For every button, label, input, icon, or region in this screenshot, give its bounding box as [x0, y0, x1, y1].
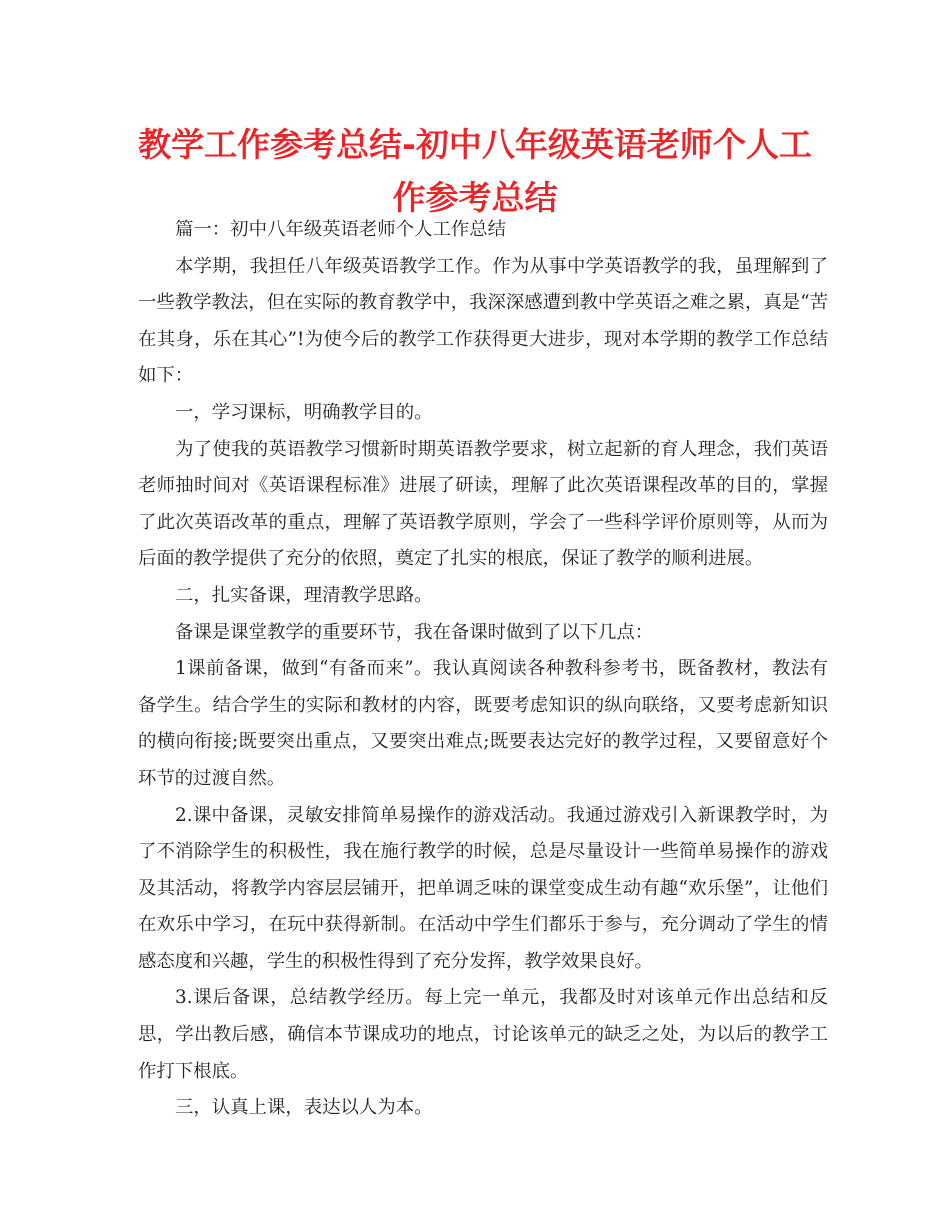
- paragraph-after-class: 3.课后备课，总结教学经历。每上完一单元，我都及时对该单元作出总结和反思，学出教后感，确信本节课成功的地点，讨论该单元的缺乏之处，为以后的教学工作打下根底。: [138, 987, 828, 1082]
- document-body: [138, 212, 828, 1127]
- paragraph-lesson-prep-intro: 备课是课堂教学的重要环节，我在备课时做到了以下几点：: [175, 621, 654, 643]
- document-title: 教学工作参考总结-初中八年级英语老师个人工作参考总结: [138, 125, 812, 217]
- paragraph-during-class: 2.课中备课，灵敏安排简单易操作的游戏活动。我通过游戏引入新课教学时，为了不消除学生的积极性，我在施行教学的时候，总是尽量设计一些简单易操作的游戏及其活动，将教学内容层层铺开，把单调乏味的课堂变成生动有趣“欢乐堡”，让他们在欢乐中学习，在玩中获得新制。在活动中学生们都乐于参与，充分调动了学生的情感态度和兴趣，学生的积极性得到了充分发挥，教学效果良好。: [138, 804, 828, 972]
- paragraph-intro: 本学期，我担任八年级英语教学工作。作为从事中学英语教学的我，虽理解到了一些教学教法，但在实际的教育教学中，我深深感遭到教中学英语之难之累，真是“苦在其身，乐在其心”!为使今后的教学工作获得更大进步，现对本学期的教学工作总结如下：: [138, 255, 828, 387]
- paragraph-heading-teaching: 三，认真上课，表达以人为本。: [175, 1097, 433, 1119]
- paragraph-standards: 为了使我的英语教学习惯新时期英语教学要求，树立起新的育人理念，我们英语老师抽时间对《英语课程标准》进展了研读，理解了此次英语课程改革的目的，掌握了此次英语改革的重点，理解了英语教学原则，学会了一些科学评价原则等，从而为后面的教学提供了充分的依照，奠定了扎实的根底，保证了教学的顺利进展。: [138, 438, 828, 570]
- paragraph-heading-standards: 一，学习课标，明确教学目的。: [175, 401, 433, 423]
- paragraph-heading-lesson-prep: 二，扎实备课，理清教学思路。: [175, 584, 433, 606]
- paragraph-heading-section-one: 篇一：初中八年级英语老师个人工作总结: [175, 219, 507, 240]
- paragraph-before-class: 1课前备课，做到“有备而来”。我认真阅读各种教科参考书，既备教材，教法有备学生。结合学生的实际和教材的内容，既要考虑知识的纵向联络，又要考虑新知识的横向衔接;既要突出重点，又要突出难点;既要表达完好的教学过程，又要留意好个环节的过渡自然。: [138, 658, 828, 789]
